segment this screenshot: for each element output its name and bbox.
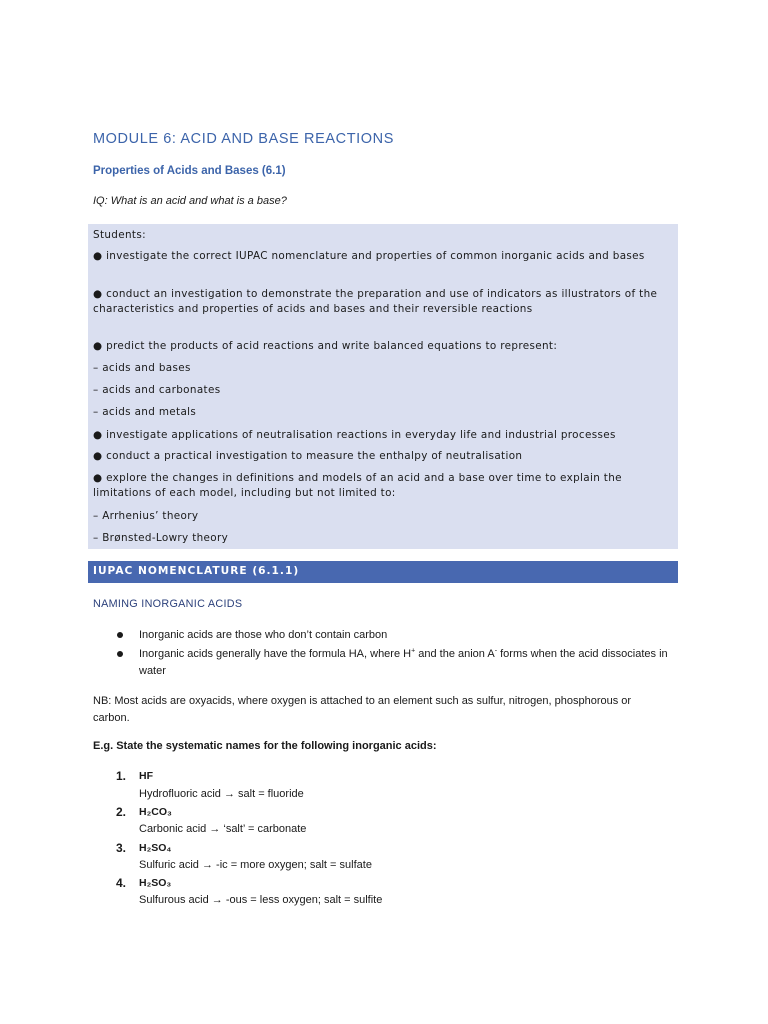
- acid-formula: H₂CO₃: [139, 806, 172, 818]
- section-title: Properties of Acids and Bases (6.1): [93, 165, 286, 177]
- acid-formula: H₂SO₄: [139, 842, 172, 854]
- acid-name: Carbonic acid → ‘salt’ = carbonate: [139, 823, 307, 835]
- section-banner: [88, 561, 678, 583]
- outcome-item: ● conduct a practical investigation to measure the enthalpy of neutralisation: [93, 450, 523, 462]
- bullet-item: Inorganic acids generally have the formula HA, where H+ and the anion A- forms when the acid dissociates in water: [139, 647, 668, 677]
- nb-note: NB: Most acids are oxyacids, where oxygen is attached to an element such as sulfur, nitrogen, phosphorous or carbon.: [93, 695, 632, 724]
- outcome-item: ● predict the products of acid reactions and write balanced equations to represent:: [93, 340, 558, 352]
- outcome-subitem: – Arrhenius’ theory: [93, 510, 199, 522]
- list-number: 1.: [116, 769, 127, 783]
- acid-name: Sulfurous acid → -ous = less oxygen; salt = sulfite: [139, 894, 383, 906]
- outcome-item: ● conduct an investigation to demonstrate the preparation and use of indicators as illustrators of the characteristics and properties of acids and bases and their reversible reactions: [93, 288, 658, 315]
- outcome-item: ● explore the changes in definitions and models of an acid and a base over time to explain the limitations of each model, including but not limited to:: [93, 472, 622, 499]
- outcomes-heading: Students:: [93, 229, 146, 241]
- inquiry-question: IQ: What is an acid and what is a base?: [93, 195, 287, 207]
- acid-formula: H₂SO₃: [139, 877, 172, 889]
- outcome-subitem: – Brønsted-Lowry theory: [93, 532, 229, 544]
- bullet-item: Inorganic acids are those who don’t contain carbon: [139, 629, 388, 641]
- subheading: NAMING INORGANIC ACIDS: [93, 598, 243, 610]
- list-number: 2.: [116, 805, 127, 819]
- bullet-icon: [117, 651, 123, 657]
- list-number: 4.: [116, 876, 127, 890]
- acid-formula: HF: [139, 770, 153, 782]
- outcome-item: ● investigate the correct IUPAC nomenclature and properties of common inorganic acids and bases: [93, 250, 645, 262]
- acid-name: Hydrofluoric acid → salt = fluoride: [139, 788, 304, 800]
- outcome-subitem: – acids and carbonates: [93, 384, 221, 396]
- module-title: MODULE 6: ACID AND BASE REACTIONS: [93, 131, 395, 147]
- bullet-icon: [117, 632, 123, 638]
- example-prompt: E.g. State the systematic names for the following inorganic acids:: [93, 740, 437, 752]
- outcome-item: ● investigate applications of neutralisation reactions in everyday life and industrial processes: [93, 429, 616, 441]
- outcome-subitem: – acids and metals: [93, 406, 197, 418]
- outcome-subitem: – acids and bases: [93, 362, 191, 374]
- acid-name: Sulfuric acid → -ic = more oxygen; salt = sulfate: [139, 859, 372, 871]
- banner-title: IUPAC NOMENCLATURE (6.1.1): [93, 565, 300, 577]
- list-number: 3.: [116, 841, 127, 855]
